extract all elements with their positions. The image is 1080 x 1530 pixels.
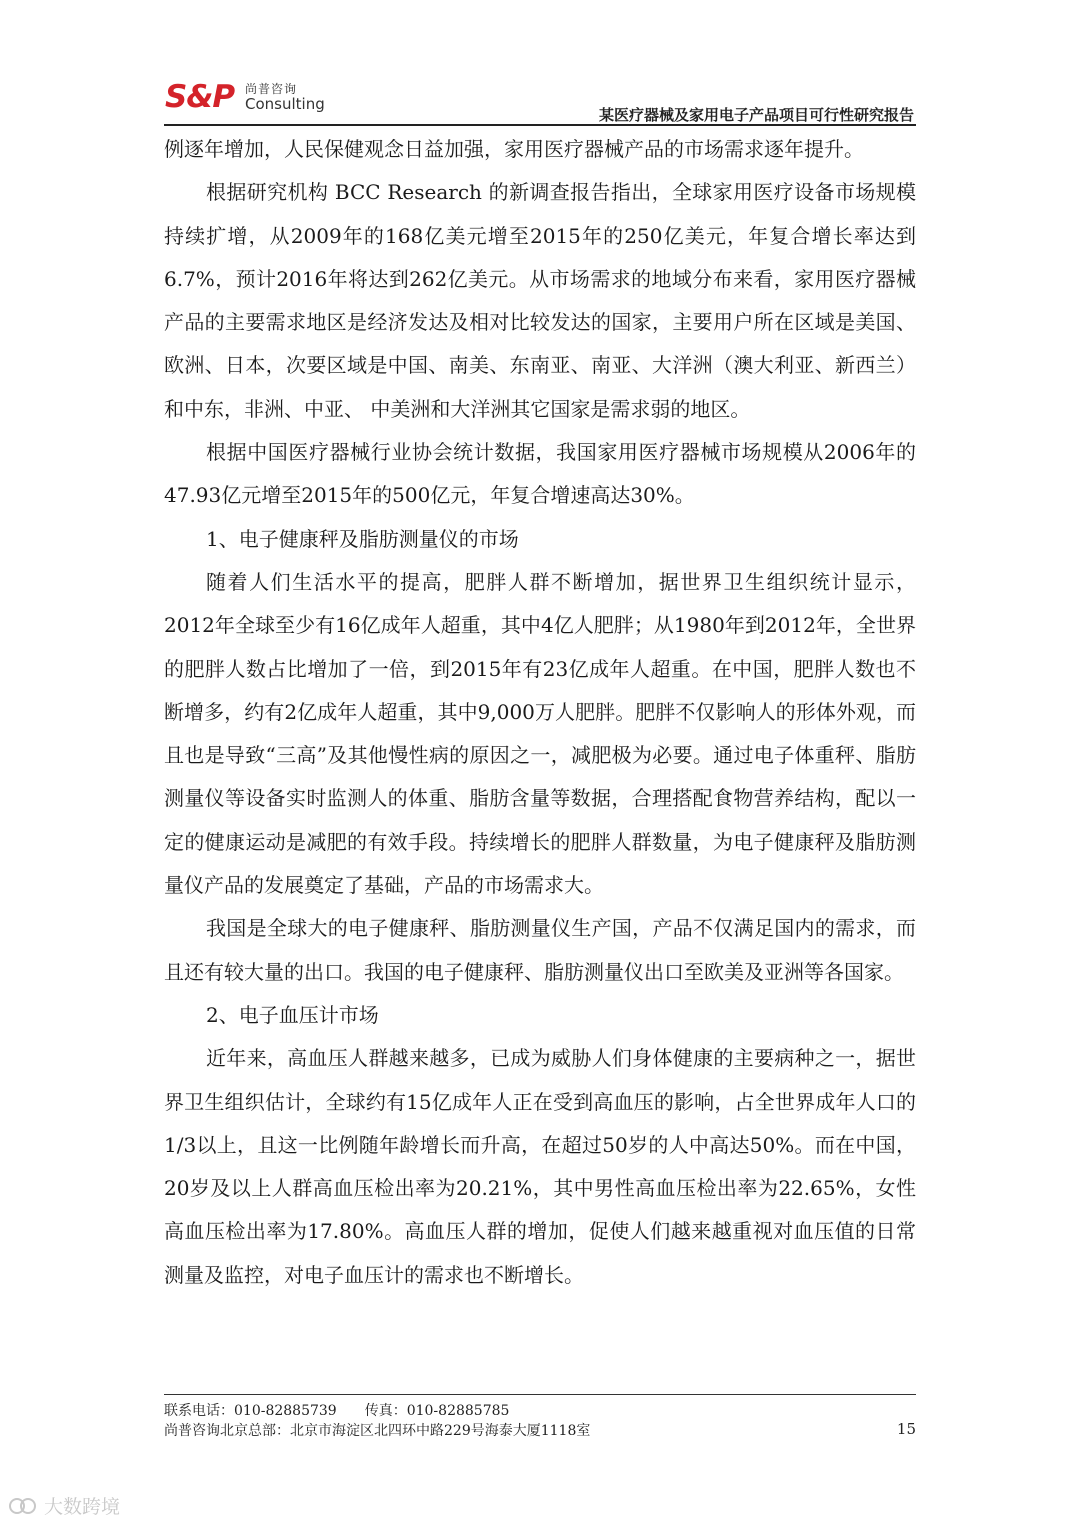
logo-chinese-name: 尚普咨询	[245, 82, 298, 96]
watermark	[8, 1492, 120, 1519]
paragraph-4: 随着人们生活水平的提高，肥胖人群不断增加，据世界卫生组织统计显示，2012年全球至少有16亿成年人超重，其中4亿人肥胖；从1980年到2012年，全世界的肥胖人数占比增加了一倍，到2015年有23亿成年人超重。在中国，肥胖人数也不断增多，约有2亿成年人超重，其中9,000万人肥胖。肥胖不仅影响人的形体外观，而且也是导致“三高”及其他慢性病的原因之一，减肥极为必要。通过电子体重秤、脂肪测量仪等设备实时监测人的体重、脂肪含量等数据，合理搭配食物营养结构，配以一定的健康运动是减肥的有效手段。持续增长的肥胖人群数量，为电子健康秤及脂肪测量仪产品的发展奠定了基础，产品的市场需求大。	[164, 569, 916, 898]
logo-mark: S&P	[165, 79, 235, 115]
watermark-text: 大数跨境	[44, 1496, 121, 1518]
page-number: 15	[896, 1420, 916, 1438]
document-body	[164, 128, 916, 1297]
footer-address: 尚普咨询北京总部：北京市海淀区北四环中路229号海泰大厦1118室	[164, 1423, 591, 1439]
report-title: 某医疗器械及家用电子产品项目可行性研究报告	[598, 106, 914, 124]
section-heading-2: 2、电子血压计市场	[206, 1002, 379, 1027]
company-logo	[165, 78, 325, 118]
section-heading-1: 1、电子健康秤及脂肪测量仪的市场	[206, 526, 519, 551]
footer-contact: 联系电话：010-82885739 传真：010-82885785	[164, 1403, 510, 1419]
watermark-logo-icon	[8, 1495, 38, 1517]
logo-english-name: Consulting	[245, 95, 325, 113]
paragraph-1: 例逐年增加，人民保健观念日益加强，家用医疗器械产品的市场需求逐年提升。	[164, 137, 864, 161]
paragraph-5: 我国是全球大的电子健康秤、脂肪测量仪生产国，产品不仅满足国内的需求，而且还有较大量的出口。我国的电子健康秤、脂肪测量仪出口至欧美及亚洲等各国家。	[164, 916, 916, 984]
paragraph-2: 根据研究机构 BCC Research 的新调查报告指出，全球家用医疗设备市场规模持续扩增，从2009年的168亿美元增至2015年的250亿美元，年复合增长率达到6.7%，预计2016年将达到262亿美元。从市场需求的地域分布来看，家用医疗器械产品的主要需求地区是经济发达及相对比较发达的国家，主要用户所在区域是美国、欧洲、日本，次要区域是中国、南美、东南亚、南亚、大洋洲（澳大利亚、新西兰）和中东，非洲、中亚、 中美洲和大洋洲其它国家是需求弱的地区。	[164, 180, 916, 421]
header-divider	[164, 124, 916, 126]
paragraph-3: 根据中国医疗器械行业协会统计数据，我国家用医疗器械市场规模从2006年的47.93亿元增至2015年的500亿元，年复合增速高达30%。	[164, 440, 916, 508]
footer-divider	[164, 1394, 916, 1395]
paragraph-6: 近年来，高血压人群越来越多，已成为威胁人们身体健康的主要病种之一，据世界卫生组织估计，全球约有15亿成年人正在受到高血压的影响，占全世界成年人口的1/3以上，且这一比例随年龄增长而升高，在超过50岁的人中高达50%。而在中国，20岁及以上人群高血压检出率为20.21%，其中男性高血压检出率为22.65%，女性高血压检出率为17.80%。高血压人群的增加，促使人们越来越重视对血压值的日常测量及监控，对电子血压计的需求也不断增长。	[164, 1046, 916, 1287]
